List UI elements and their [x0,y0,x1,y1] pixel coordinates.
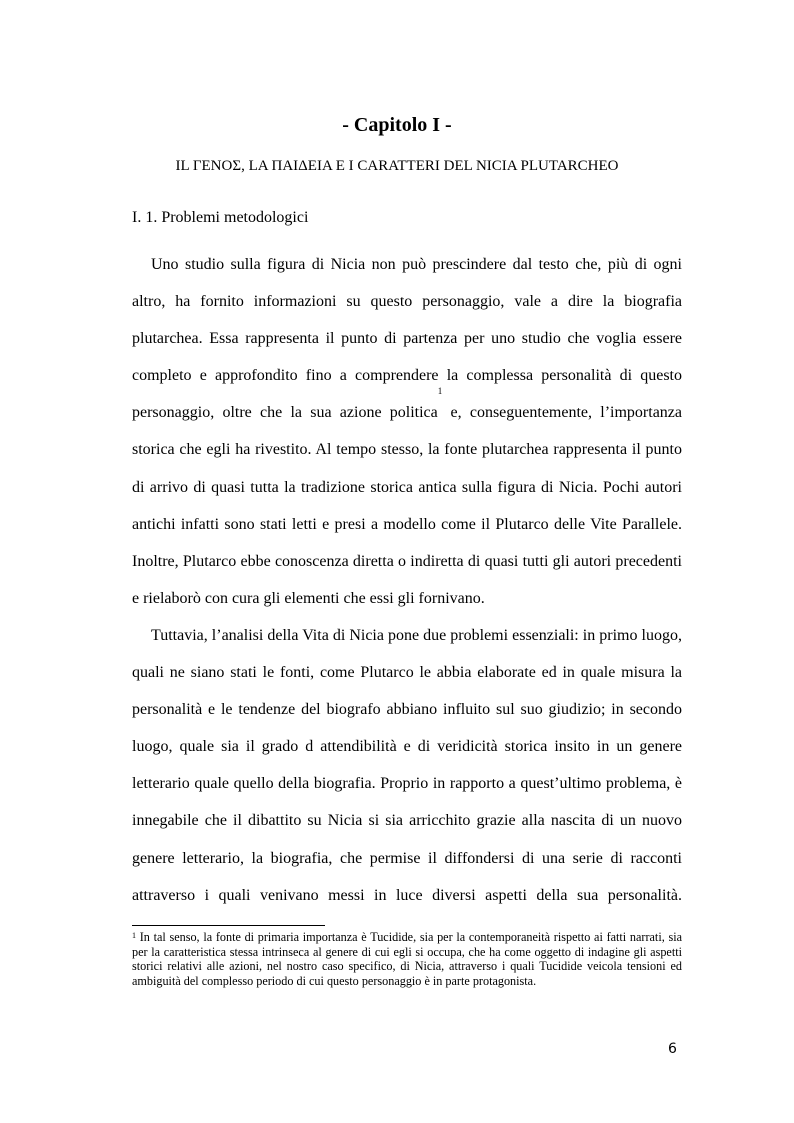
paragraph-text: e, conseguentemente, l’importanza storica che egli ha rivestito. Al tempo stesso, la fonte plutarchea rappresenta il punto di arrivo di quasi tutta la tradizione storica antica sulla figura di Nicia. Pochi autori antichi infatti sono stati letti e presi a modello come il Plutarco delle Vite Parallele. Inoltre, Plutarco ebbe conoscenza diretta o indiretta di quasi tutti gli autori precedenti e rielaborò con cura gli elementi che essi gli fornivano. [132,404,682,607]
body-text [132,246,682,914]
footnote-reference[interactable]: 1 [437,386,443,397]
paragraph: Tuttavia, l’analisi della Vita di Nicia pone due problemi essenziali: in primo luogo, quali ne siano stati le fonti, come Plutarco le abbia elaborate ed in quale misura la personalità e le tendenze del biografo abbiano influito sul suo giudizio; in secondo luogo, quale sia il grado d attendibilità e di veridicità storica insito in un genere letterario quale quello della biografia. Proprio in rapporto a quest’ultimo problema, è innegabile che il dibattito su Nicia si sia arricchito grazie alla nascita di un nuovo genere letterario, la biografia, che permise il diffondersi di una serie di racconti attraverso i quali venivano messi in luce diversi aspetti della sua personalità. [132,626,682,904]
chapter-title: - Capitolo I - [342,114,452,136]
section-heading: I. 1. Problemi metodologici [132,209,309,226]
footnote-text: In tal senso, la fonte di primaria importanza è Tucidide, sia per la contemporaneità rispetto ai fatti narrati, sia per la caratteristica stessa intrinseca al genere di cui egli si occupa, che ha come oggetto di indagine gli aspetti storici relativi alle azioni, nel nostro caso specifico, di Nicia, attraverso i quali Tucidide veicola tensioni ed ambiguità del complesso periodo di cui questo personaggio è in parte protagonista. [132,930,683,989]
page-number: 6 [668,1041,677,1057]
chapter-subtitle: IL ΓΕΝΟΣ, LA ΠΑΙΔΕΙΑ E I CARATTERI DEL NICIA PLUTARCHEO [175,158,619,174]
footnote-separator [132,925,325,926]
paragraph-text: Uno studio sulla figura di Nicia non può prescindere dal testo che, più di ogni altro, ha fornito informazioni su questo personaggio, vale a dire la biografia plutarchea. Essa rappresenta il punto di partenza per uno studio che voglia essere completo e approfondito fino a comprendere la complessa personalità di questo personaggio, oltre che la sua azione politica [132,256,682,422]
footnote [132,930,682,989]
footnote-number: 1 [132,931,136,940]
paragraph [132,246,682,617]
